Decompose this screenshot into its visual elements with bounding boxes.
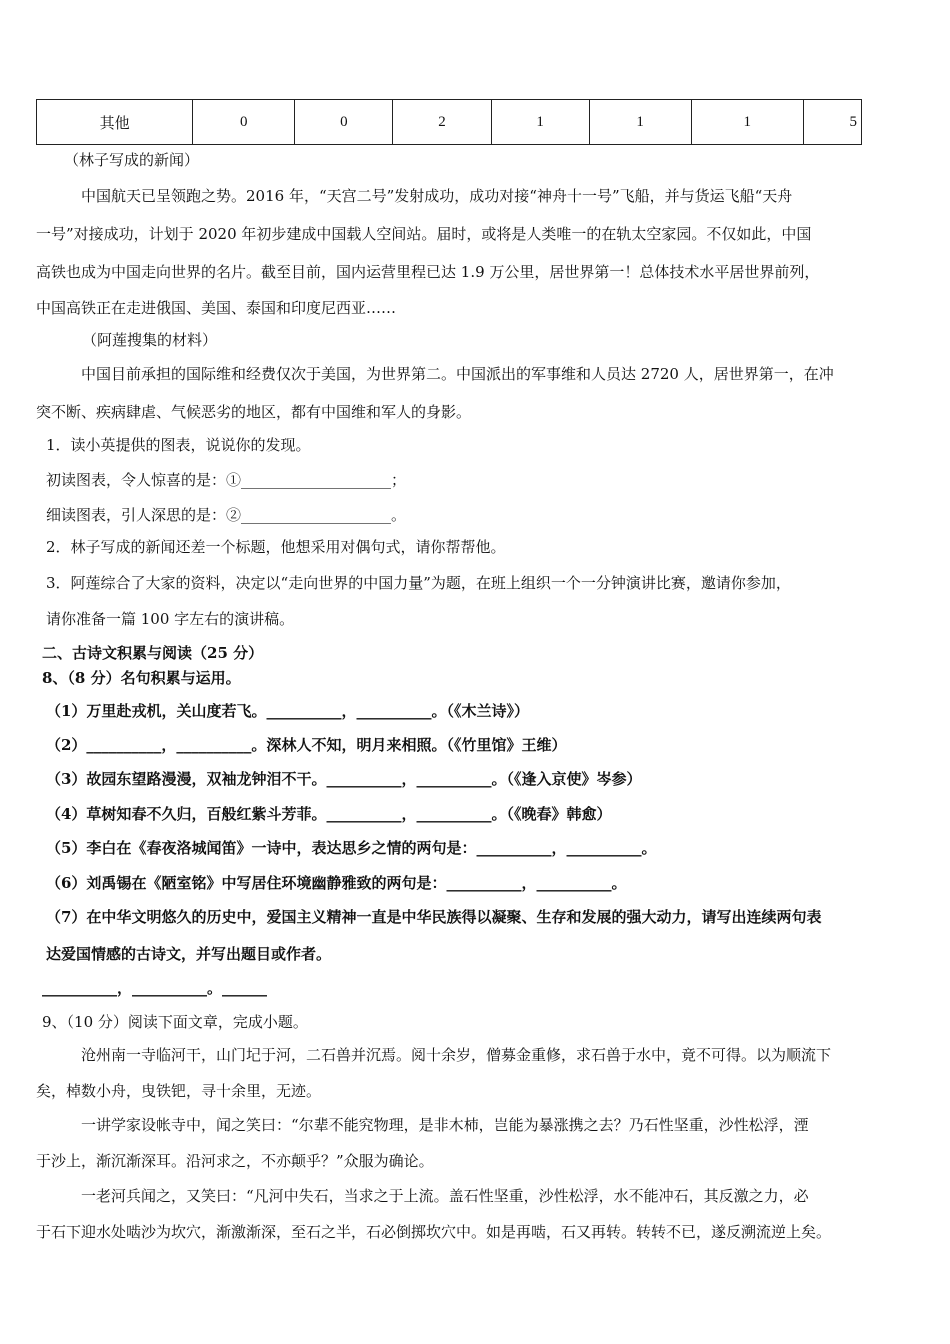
table-cell: 0 xyxy=(295,100,393,145)
passage-line: 矣，棹数小舟，曳铁钯，寻十余里，无迹。 xyxy=(36,1082,322,1100)
news-line: 高铁也成为中国走向世界的名片。截至目前，国内运营里程已达 1.9 万公里，居世界第一！总体技术水平居世界前列， xyxy=(36,263,820,281)
news-line: 一号”对接成功，计划于 2020 年初步建成中国载人空间站。届时，或将是人类唯一的在轨太空家园。不仅如此，中国 xyxy=(36,225,812,243)
q8-item: （7）在中华文明悠久的历史中，爱国主义精神一直是中华民族得以凝聚、生存和发展的强大动力，请写出连续两句表 xyxy=(46,908,822,926)
news-line: 中国高铁正在走进俄国、美国、泰国和印度尼西亚…… xyxy=(36,299,397,317)
passage-line: 于沙上，渐沉渐深耳。沿河求之，不亦颠乎？”众服为确论。 xyxy=(36,1152,434,1170)
q8-item: （6）刘禹锡在《陋室铭》中写居住环境幽静雅致的两句是：__________，__________。 xyxy=(46,874,627,892)
material-line: 突不断、疾病肆虐、气候恶劣的地区，都有中国维和军人的身影。 xyxy=(36,403,472,421)
question-3-cont: 请你准备一篇 100 字左右的演讲稿。 xyxy=(46,610,295,628)
material-caption: （阿莲搜集的材料） xyxy=(82,331,218,349)
table-cell: 5 xyxy=(803,100,861,145)
table-row xyxy=(37,100,862,145)
question-3: 3．阿莲综合了大家的资料，决定以“走向世界的中国力量”为题，在班上组织一个一分钟演讲比赛，邀请你参加， xyxy=(46,574,791,592)
table-cell: 1 xyxy=(691,100,803,145)
passage-line: 一讲学家设帐寺中，闻之笑曰：“尔辈不能究物理，是非木杮，岂能为暴涨携之去？乃石性坚重，沙性松浮，湮 xyxy=(81,1116,809,1134)
news-line: 中国航天已呈领跑之势。2016 年，“天宫二号”发射成功，成功对接“神舟十一号”飞船，并与货运飞船“天舟 xyxy=(81,187,793,205)
section-heading: 二、古诗文积累与阅读（25 分） xyxy=(42,644,264,662)
table-cell: 0 xyxy=(193,100,295,145)
passage-line: 沧州南一寺临河干，山门圮于河，二石兽并沉焉。阅十余岁，僧募金重修，求石兽于水中，竟不可得。以为顺流下 xyxy=(81,1046,832,1064)
q8-item: 达爱国情感的古诗文，并写出题目或作者。 xyxy=(46,945,332,963)
q9-title: 9、（10 分）阅读下面文章，完成小题。 xyxy=(42,1013,308,1031)
question-1-blank-2: 细读图表，引人深思的是：②____________________。 xyxy=(46,506,407,524)
question-2: 2．林子写成的新闻还差一个标题，他想采用对偶句式，请你帮帮他。 xyxy=(46,538,506,556)
question-1: 1．读小英提供的图表，说说你的发现。 xyxy=(46,436,311,454)
q8-title: 8、（8 分）名句积累与运用。 xyxy=(42,669,241,687)
q8-answer-blanks: __________，__________。______ xyxy=(42,979,268,997)
material-line: 中国目前承担的国际维和经费仅次于美国，为世界第二。中国派出的军事维和人员达 2720 人，居世界第一，在冲 xyxy=(81,365,834,383)
passage-line: 一老河兵闻之，又笑曰：“凡河中失石，当求之于上流。盖石性坚重，沙性松浮，水不能冲石，其反激之力，必 xyxy=(81,1187,809,1205)
q8-item: （4）草树知春不久归，百般红紫斗芳菲。__________，__________。（《晚春》韩愈） xyxy=(46,805,612,823)
table-cell: 2 xyxy=(393,100,491,145)
stats-table xyxy=(36,99,862,145)
table-cell-label: 其他 xyxy=(37,100,193,145)
table-cell: 1 xyxy=(491,100,589,145)
q8-item: （5）李白在《春夜洛城闻笛》一诗中，表达思乡之情的两句是：__________，__________。 xyxy=(46,839,657,857)
passage-line: 于石下迎水处啮沙为坎穴，渐激渐深，至石之半，石必倒掷坎穴中。如是再啮，石又再转。转转不已，遂反溯流逆上矣。 xyxy=(36,1223,832,1241)
q8-item: （2）__________，__________。深林人不知，明月来相照。（《竹里馆》王维） xyxy=(46,736,567,754)
news-caption: （林子写成的新闻） xyxy=(64,151,200,169)
q8-item: （3）故园东望路漫漫，双袖龙钟泪不干。__________，__________。（《逢入京使》岑参） xyxy=(46,770,642,788)
question-1-blank-1: 初读图表，令人惊喜的是：①____________________； xyxy=(46,471,407,489)
q8-item: （1）万里赴戎机，关山度若飞。__________，__________。（《木兰诗》） xyxy=(46,702,529,720)
table-cell: 1 xyxy=(589,100,691,145)
